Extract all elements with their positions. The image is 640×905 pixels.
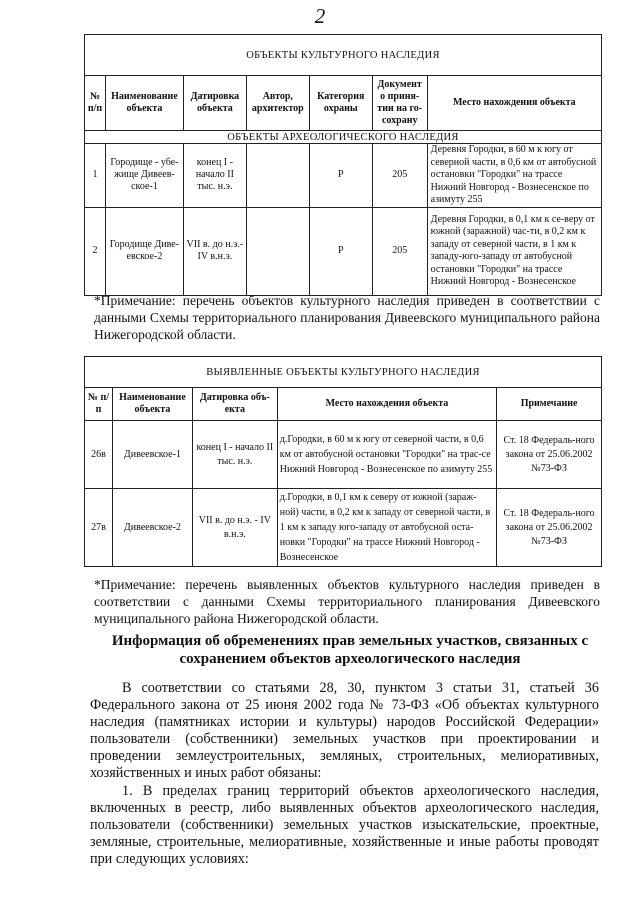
section-heading: ОБЪЕКТЫ АРХЕОЛОГИЧЕСКОГО НАСЛЕДИЯ (85, 131, 602, 144)
cell-place: Деревня Городки, в 60 м к югу от северной части, в 0,6 км от автобусной остановки "Городки" на трассе Нижний Новгород - Вознесенское по азимуту 255 (427, 144, 601, 208)
cell-doc: 205 (372, 144, 427, 208)
cell-author (246, 207, 309, 295)
cell-num: 2 (85, 207, 106, 295)
table-row (85, 489, 602, 567)
cell-doc: 205 (372, 207, 427, 295)
cell-author (246, 144, 309, 208)
cell-date: VII в. до н.э. - IV в.н.э. (192, 489, 277, 567)
section-heading: Информация об обременениях прав земельных участков, связанных с сохранением объектов археологического наследия (111, 633, 589, 667)
cultural-heritage-table (84, 34, 602, 296)
identified-heritage-table (84, 356, 602, 567)
cell-num: 27в (85, 489, 113, 567)
table-row (85, 421, 602, 489)
table2-footnote: *Примечание: перечень выявленных объектов культурного наследия приведен в соответствии с данными Схемы территориального планирования Дивеевского муниципального района Нижегородской области. (94, 577, 600, 626)
column-header: Наименование объекта (105, 76, 183, 131)
column-header: № п/п (85, 76, 106, 131)
paragraph: 1. В пределах границ территорий объектов археологического наследия, включенных в реестр, либо выявленных объектов археологического наследия, пользователи (собственники) земельных участков изыскательские, проектные, земляные, строительные, мелиоративные, хозяйственные и иные работы проводят при следующих условиях: (90, 783, 599, 867)
cell-place: д.Городки, в 60 м к югу от северной части, в 0,6 км от автобусной остановки "Городки" на трас-се Нижний Новгород - Вознесенское по азимуту 255 (277, 421, 496, 489)
table-header-row (85, 76, 602, 131)
cell-date: конец I - начало II тыс. н.э. (183, 144, 246, 208)
cell-note: Ст. 18 Федераль-ного закона от 25.06.2002 №73-ФЗ (497, 421, 602, 489)
cell-name: Дивеевское-1 (112, 421, 192, 489)
cell-place: д.Городки, в 0,1 км к северу от южной (зараж-ной) части, в 0,2 км к западу от северной части, в 1 км к западу юго-западу от автобусной оста-новки "Городки" на трассе Нижний Новгород - Вознесенское (277, 489, 496, 567)
cell-num: 1 (85, 144, 106, 208)
table-row (85, 207, 602, 295)
paragraph: В соответствии со статьями 28, 30, пунктом 3 статьи 31, статьей 36 Федерального закона от 25 июня 2002 года № 73-ФЗ «Об объектах культурного наследия (памятниках истории и культуры) народов Российской Федерации» пользователи (собственники) земельных участков при проектировании и проведении землеустроительных, земляных, строительных, мелиоративных, хозяйственных и иных работ обязаны: (90, 680, 599, 781)
cell-category: Р (309, 207, 372, 295)
column-header: Место нахождения объекта (427, 76, 601, 131)
table-title: ВЫЯВЛЕННЫЕ ОБЪЕКТЫ КУЛЬТУРНОГО НАСЛЕДИЯ (85, 357, 602, 388)
cell-num: 26в (85, 421, 113, 489)
cell-name: Городище - убе-жище Дивеев-ское-1 (105, 144, 183, 208)
column-header: Датировка объекта (183, 76, 246, 131)
cell-note: Ст. 18 Федераль-ного закона от 25.06.2002 №73-ФЗ (497, 489, 602, 567)
cell-name: Дивеевское-2 (112, 489, 192, 567)
table1-footnote: *Примечание: перечень объектов культурного наследия приведен в соответствии с данными Схемы территориального планирования Дивеевского муниципального района Нижегородской области. (94, 293, 600, 342)
cell-date: конец I - начало II тыс. н.э. (192, 421, 277, 489)
column-header: Датировка объ-екта (192, 388, 277, 421)
cell-place: Деревня Городки, в 0,1 км к се-веру от южной (заражной) час-ти, в 0,2 км к западу от северной части, в 1 км к западу-юго-западу от автобусной остановки "Городки" на трассе Нижний Новгород - Вознесенское (427, 207, 601, 295)
column-header: Наименование объекта (112, 388, 192, 421)
column-header: Документ о приня-тии на го-сохрану (372, 76, 427, 131)
cell-category: Р (309, 144, 372, 208)
cell-date: VII в. до н.э.- IV в.н.э. (183, 207, 246, 295)
column-header: № п/п (85, 388, 113, 421)
table-header-row (85, 388, 602, 421)
table-title: ОБЪЕКТЫ КУЛЬТУРНОГО НАСЛЕДИЯ (85, 35, 602, 76)
page-number: 2 (314, 4, 326, 28)
column-header: Примечание (497, 388, 602, 421)
cell-name: Городище Диве-евское-2 (105, 207, 183, 295)
column-header: Автор, архитектор (246, 76, 309, 131)
table-row (85, 144, 602, 208)
column-header: Категория охраны (309, 76, 372, 131)
column-header: Место нахождения объекта (277, 388, 496, 421)
